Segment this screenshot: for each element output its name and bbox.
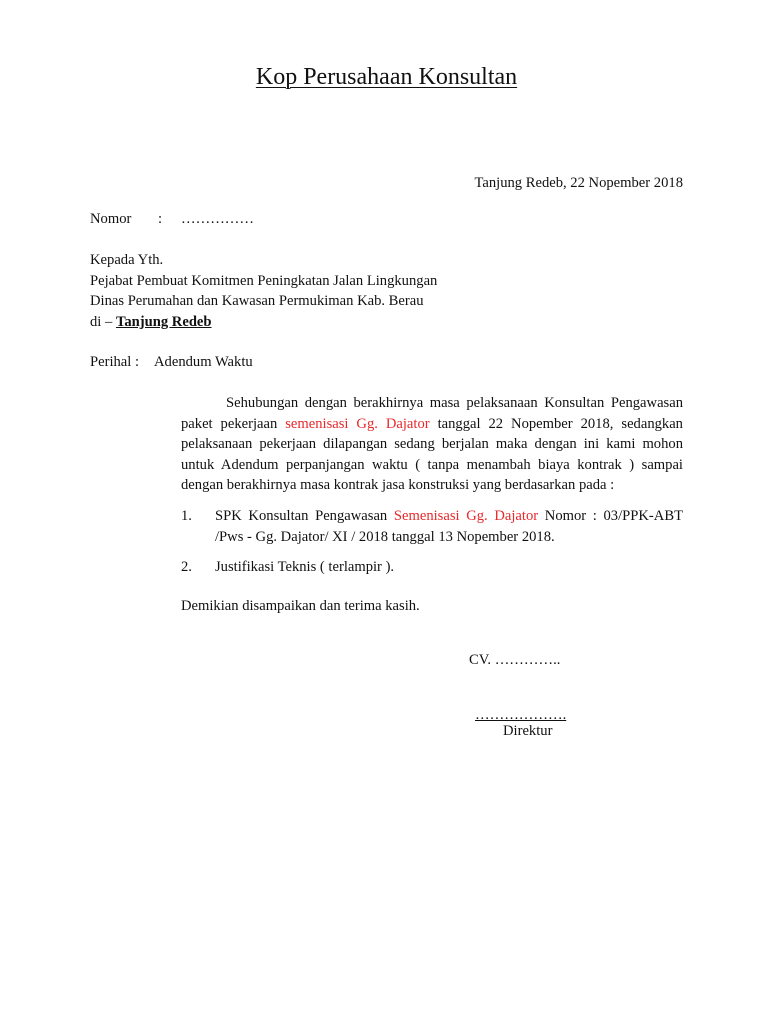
list-number: 2. <box>181 559 192 575</box>
body-project-name: semenisasi Gg. Dajator <box>285 415 430 432</box>
list-text: Justifikasi Teknis ( terlampir ). <box>215 559 395 575</box>
letterhead-title: Kop Perusahaan Konsultan <box>255 64 518 90</box>
recipient-location <box>90 312 437 333</box>
signature-company: CV. ………….. <box>469 652 561 668</box>
letter-number <box>90 209 254 230</box>
body-text-2: tanggal 22 Nopember 2018, sedangkan pelaksanaan pekerjaan dilapangan sedang berjalan maka dengan ini kami mohon untuk Adendum perpanjangan waktu ( tanpa menambah biaya kontrak ) sampai dengan berakhirnya masa kontrak jasa konstruksi yang berdasarkan pada : <box>181 415 683 493</box>
list-text <box>215 506 683 547</box>
body-paragraph <box>181 393 683 496</box>
recipient-position: Pejabat Pembuat Komitmen Peningkatan Jalan Lingkungan <box>90 272 438 289</box>
recipient-agency: Dinas Perumahan dan Kawasan Permukiman Kab. Berau <box>90 293 424 309</box>
perihal-value: Adendum Waktu <box>154 354 253 370</box>
nomor-colon: : <box>158 211 163 227</box>
list-text-prefix: SPK Konsultan Pengawasan <box>215 508 394 524</box>
recipient-location-place: Tanjung Redeb <box>115 313 212 330</box>
list-item <box>181 557 683 578</box>
recipient-block <box>90 250 437 332</box>
recipient-greeting: Kepada Yth. <box>90 252 164 268</box>
perihal-label: Perihal : <box>90 354 140 370</box>
list-text-suffix: Nomor : 03/PPK-ABT /Pws - Gg. Dajator/ XI / 2018 tanggal 13 Nopember 2018. <box>215 508 683 545</box>
place-date: Tanjung Redeb, 22 Nopember 2018 <box>474 175 683 191</box>
nomor-label: Nomor <box>90 211 132 227</box>
list-item <box>181 506 683 547</box>
list-project-name: Semenisasi Gg. Dajator <box>393 508 539 524</box>
subject-line <box>90 352 253 373</box>
body-text-1: Sehubungan dengan berakhirnya masa pelaksanaan Konsultan Pengawasan paket pekerjaan <box>181 395 683 432</box>
closing-remark: Demikian disampaikan dan terima kasih. <box>181 598 420 614</box>
list-number: 1. <box>181 508 192 524</box>
nomor-value: …………… <box>181 211 254 227</box>
signature-title: Direktur <box>503 723 553 739</box>
recipient-location-prefix: di – <box>90 313 116 330</box>
signature-name-line: ………………. <box>475 707 567 723</box>
